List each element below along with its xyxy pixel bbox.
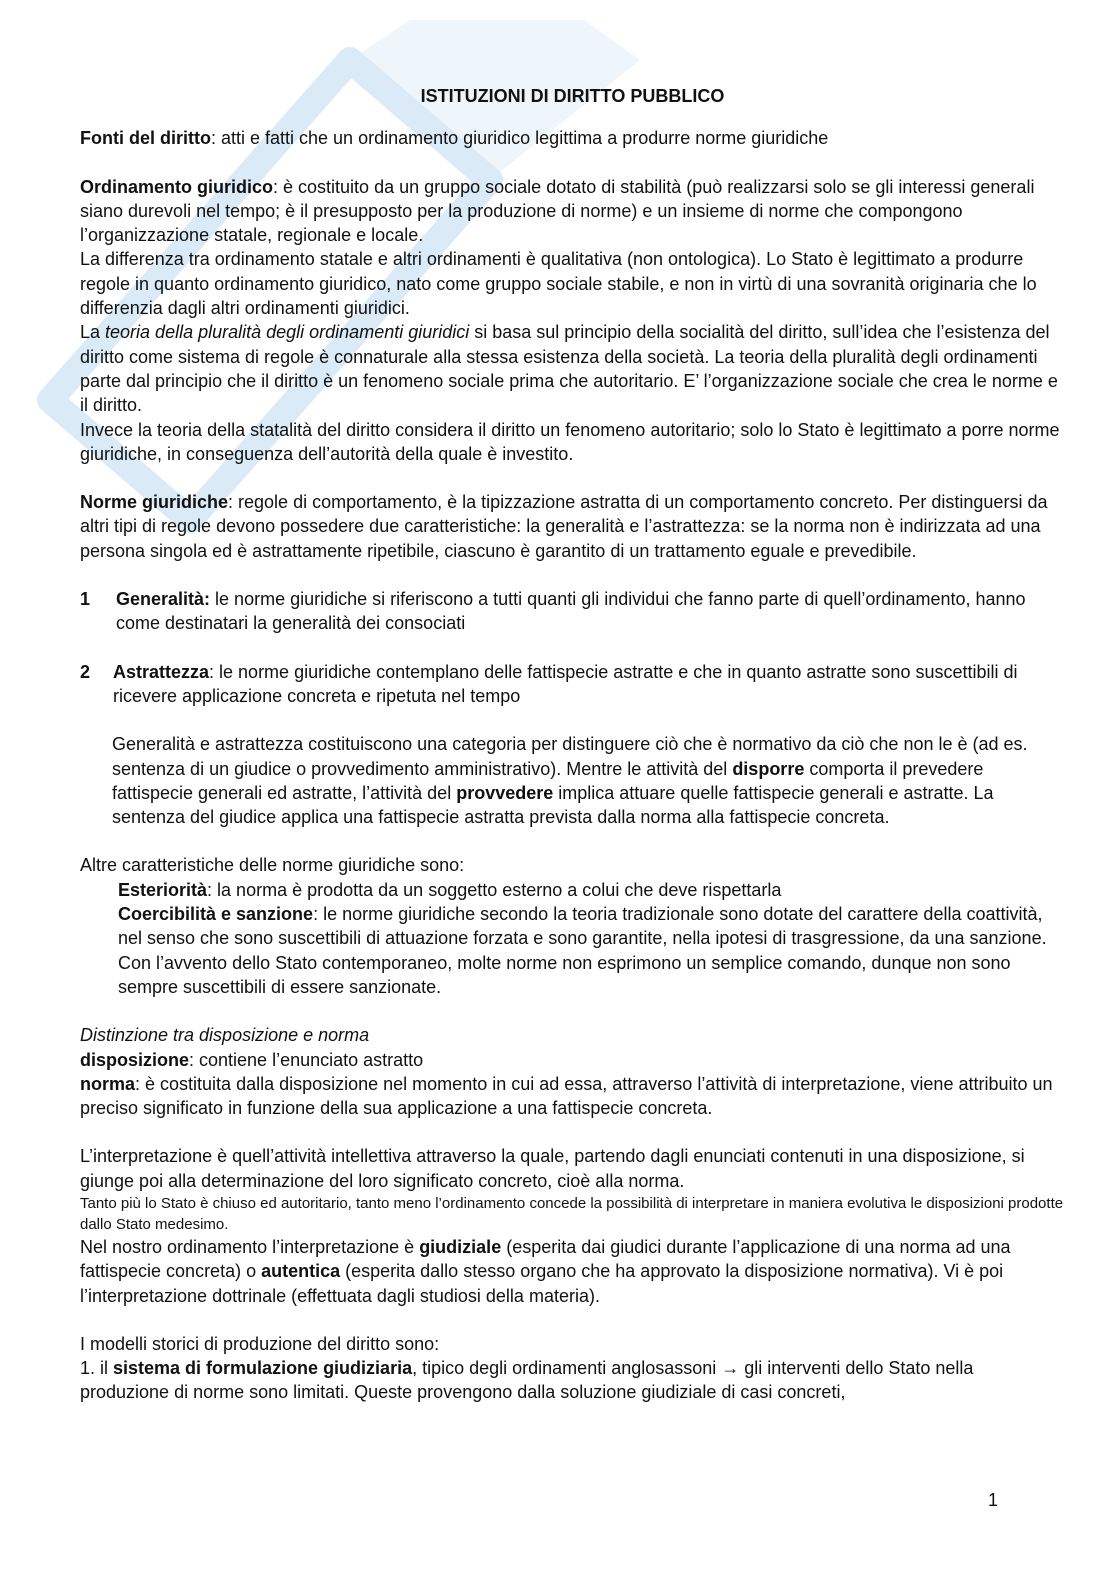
generalita-astrattezza-paragraph: Generalità e astrattezza costituiscono una categoria per distinguere ciò che è normativo da ciò che non le è (ad es. sentenza di un giudice o provvedimento amministrativo). Mentre le attività del disporre comporta il prevedere fattispecie generali ed astratte, l’attività del provvedere implica attuare quelle fattispecie generali e astratte. La sentenza del giudice applica una fattispecie astratta prevista dalla norma alla fattispecie concreta. [112,734,1028,828]
norme-term: Norme giuridiche [80,492,229,513]
coercibilita-item: Coercibilità e sanzione: le norme giuridiche secondo la teoria tradizionale sono dotate del carattere della coattività, nel senso che sono suscettibili di attuazione forzata e sono garantite, nella ipotesi di trasgressione, da una sanzione. Con l’avvento dello Stato contemporaneo, molte norme non esprimono un semplice comando, dunque non sono sempre suscettibili di essere sanzionate. [118,904,1047,997]
disposizione-def: disposizione: contiene l’enunciato astratto [80,1049,424,1070]
pluralita-term: teoria della pluralità degli ordinamenti giuridici [105,322,470,343]
norma-def: norma: è costituita dalla disposizione nel momento in cui ad essa, attraverso l’attività di interpretazione, viene attribuito un preciso significato in funzione della sua applicazione a una fattispecie concreta. [80,1073,1053,1119]
list-item-generalita: 1 Generalità: le norme giuridiche si riferiscono a tutti quanti gli individui che fanno parte di quell’ordinamento, hanno come destinatari la generalità dei consociati [80,589,1026,634]
document-page [80,84,1065,1405]
interpretazione-note: Tanto più lo Stato è chiuso ed autoritario, tanto meno l’ordinamento concede la possibilità di interpretare in maniera evolutiva le disposizioni prodotte dallo Stato medesimo. [80,1194,1064,1233]
fonti-paragraph: Fonti del diritto: atti e fatti che un ordinamento giuridico legittima a produrre norme giuridiche [80,128,829,149]
interpretazione-p1: L’interpretazione è quell’attività intellettiva attraverso la quale, partendo dagli enunciati contenuti in una disposizione, si giunge poi alla determinazione del loro significato concreto, cioè alla norma. [80,1146,1025,1191]
astrattezza-term: Astrattezza [113,661,210,682]
modelli-item-1: 1. il sistema di formulazione giudiziaria, tipico degli ordinamenti anglosassoni → gli interventi dello Stato nella produzione di norme sono limitati. Queste provengono dalla soluzione giudiziale di casi concreti, [80,1358,974,1403]
ordinamento-term: Ordinamento giuridico [80,176,274,197]
list-item-astrattezza: 2 Astrattezza: le norme giuridiche contemplano delle fattispecie astratte e che in quanto astratte sono suscettibili di ricevere applicazione concreta e ripetuta nel tempo [80,661,1018,706]
ordinamento-paragraph: Ordinamento giuridico: è costituito da un gruppo sociale dotato di stabilità (può realizzarsi solo se gli interessi generali siano durevoli nel tempo; è il presupposto per la produzione di norme) e un insieme di norme che compongono l’organizzazione statale, regionale e locale. [80,176,1035,246]
norme-paragraph: Norme giuridiche: regole di comportamento, è la tipizzazione astratta di un comportamento concreto. Per distinguersi da altri tipi di regole devono possedere due caratteristiche: la generalità e l’astrattezza: se la norma non è indirizzata ad una persona singola ed è astrattamente ripetibile, ciascuno è garantito di un trattamento eguale e prevedibile. [80,492,1048,561]
page-number: 1 [988,1490,999,1510]
ordinamento-p4: Invece la teoria della statalità del diritto considera il diritto un fenomeno autoritario; solo lo Stato è legittimato a porre norme giuridiche, in conseguenza dell’autorità della quale è investito. [80,419,1060,464]
document-title: ISTITUZIONI DI DIRITTO PUBBLICO [420,86,725,106]
fonti-term: Fonti del diritto [80,128,211,149]
distinzione-heading: Distinzione tra disposizione e norma [80,1025,370,1046]
interpretazione-p3: Nel nostro ordinamento l’interpretazione è giudiziale (esperita dai giudici durante l’applicazione di una norma ad una fattispecie concreta) o autentica (esperita dallo stesso organo che ha approvato la disposizione normativa). Vi è poi l’interpretazione dottrinale (effettuata dagli studiosi della materia). [80,1236,1011,1306]
ordinamento-p2: La differenza tra ordinamento statale e altri ordinamenti è qualitativa (non ontologica). Lo Stato è legittimato a produrre regole in quanto ordinamento giuridico, nato come gruppo sociale stabile, e non in virtù di una sovranità originaria che lo differenzia dagli altri ordinamenti giuridici. [80,249,1037,319]
ordinamento-p3: La teoria della pluralità degli ordinamenti giuridici si basa sul principio della socialità del diritto, sull’idea che l’esistenza del diritto come sistema di regole è connaturale alla stessa esistenza della società. La teoria della pluralità degli ordinamenti parte dal principio che il diritto è un fenomeno sociale prima che autoritario. E’ l’organizzazione sociale che crea le norme e il diritto. [80,322,1058,416]
generalita-term: Generalità: [116,589,211,610]
modelli-intro: I modelli storici di produzione del diritto sono: [80,1333,440,1354]
altre-intro: Altre caratteristiche delle norme giuridiche sono: [80,855,465,876]
esteriorita-item: Esteriorità: la norma è prodotta da un soggetto esterno a colui che deve rispettarla [118,879,782,900]
